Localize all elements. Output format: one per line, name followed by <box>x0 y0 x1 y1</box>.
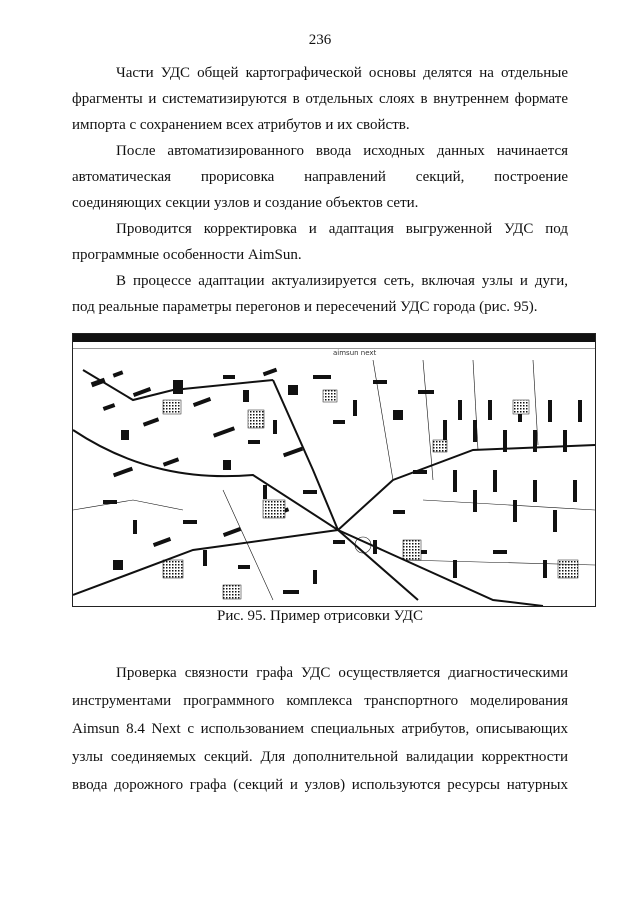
figure-menubar <box>73 342 595 349</box>
paragraph-2-line-1: После автоматизированного ввода исходных данных начинается <box>116 143 568 159</box>
paragraph-2-line-2: автоматическая прорисовка направлений секций, построение <box>72 169 568 185</box>
page-number: 236 <box>308 32 332 48</box>
figure-app-title: aimsun next <box>333 349 377 357</box>
figure-caption: Рис. 95. Пример отрисовки УДС <box>216 608 423 624</box>
paragraph-5-line-5: ввода дорожного графа (секций и узлов) используются ресурсы натурных <box>72 777 568 793</box>
paragraph-2-line-3: соединяющих секции узлов и создание объектов сети. <box>72 195 419 211</box>
paragraph-1-line-2: фрагменты и систематизируются в отдельных слоях в внутреннем формате <box>72 91 568 107</box>
paragraph-4-line-2: под реальные параметры перегонов и пересечений УДС города (рис. 95). <box>72 299 538 315</box>
paragraph-1-line-3: импорта с сохранением всех атрибутов и их свойств. <box>72 117 410 133</box>
paragraph-5-line-2: инструментами программного комплекса транспортного моделирования <box>72 693 568 709</box>
paragraph-5-line-1: Проверка связности графа УДС осуществляется диагностическими <box>116 665 568 681</box>
paragraph-3-line-1: Проводится корректировка и адаптация выгруженной УДС под <box>116 221 568 237</box>
paragraph-5-line-3: Aimsun 8.4 Next с использованием специальных атрибутов, описывающих <box>72 721 568 737</box>
paragraph-5-line-4: узлы соединяемых секций. Для дополнительной валидации корректности <box>72 749 568 765</box>
paragraph-1-line-1: Части УДС общей картографической основы делятся на отдельные <box>116 65 568 81</box>
paragraph-3-line-2: программные особенности AimSun. <box>72 247 302 263</box>
map-figure <box>72 333 596 607</box>
paragraph-4-line-1: В процессе адаптации актуализируется сеть, включая узлы и дуги, <box>116 273 568 289</box>
road-network-map <box>73 360 595 606</box>
figure-titlebar <box>73 334 595 342</box>
